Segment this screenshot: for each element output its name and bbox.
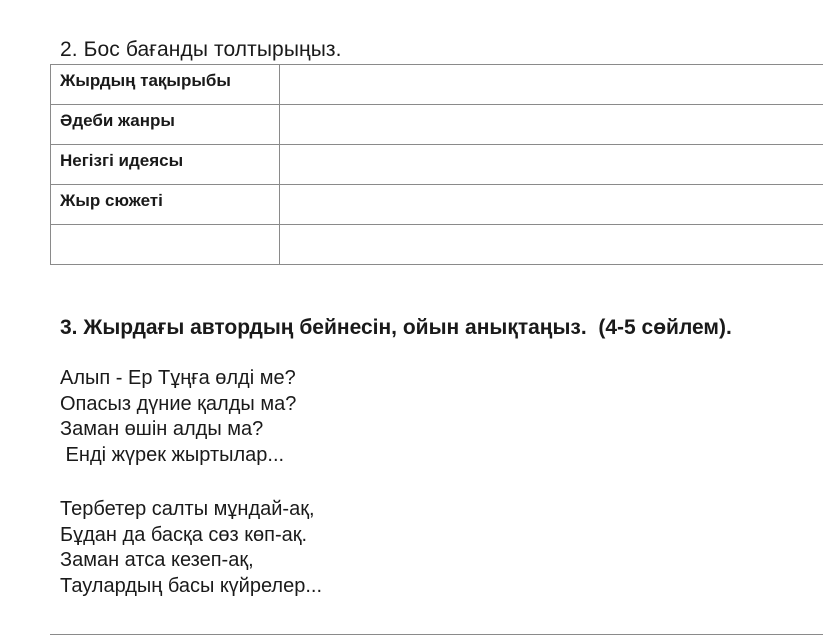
poem-stanza-1 — [60, 366, 296, 468]
poem-line: Таулардың басы күйрелер... — [60, 574, 323, 597]
row-answer-cell[interactable] — [280, 105, 823, 145]
poem-stanza-2 — [60, 497, 322, 599]
poem-line: Опасыз дүние қалды ма? — [60, 392, 297, 415]
poem-line: Бұдан да басқа сөз көп-ақ. — [60, 523, 308, 546]
poem-line: Алып - Ер Тұңға өлді ме? — [60, 367, 296, 389]
table-row — [51, 65, 823, 105]
row-label-plot: Жыр сюжеті — [51, 185, 280, 225]
row-label-theme: Жырдың тақырыбы — [51, 65, 280, 105]
row-label-main-idea: Негізгі идеясы — [51, 145, 280, 185]
row-label-genre: Әдеби жанры — [51, 105, 280, 145]
task-2-title: 2. Бос бағанды толтырыңыз. — [60, 38, 342, 61]
row-label-empty[interactable] — [51, 225, 280, 265]
poem-line: Заман өшін алды ма? — [60, 418, 264, 440]
row-answer-cell[interactable] — [280, 145, 823, 185]
table-row — [51, 225, 823, 265]
poem-line: Енді жүрек жыртылар... — [60, 443, 285, 466]
table-row — [51, 185, 823, 225]
row-answer-cell[interactable] — [280, 225, 823, 265]
row-answer-cell[interactable] — [280, 65, 823, 105]
task-3-title: 3. Жырдағы автордың бейнесін, ойын анықтаңыз. (4-5 сөйлем). — [60, 316, 732, 339]
row-answer-cell[interactable] — [280, 185, 823, 225]
fill-in-table — [50, 64, 823, 265]
poem-line: Заман атса кезеп-ақ, — [60, 549, 254, 571]
table-row — [51, 105, 823, 145]
bottom-divider — [50, 634, 823, 635]
table-row — [51, 145, 823, 185]
poem-line: Тербетер салты мұндай-ақ, — [60, 498, 315, 520]
